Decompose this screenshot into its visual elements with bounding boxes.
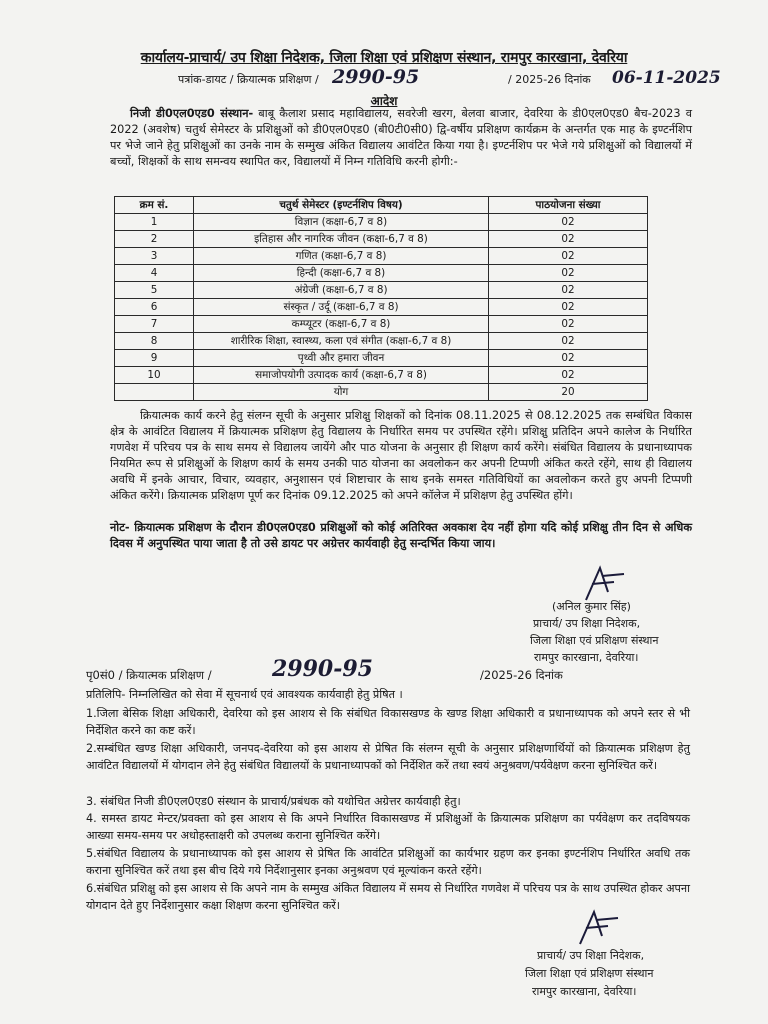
- signatory-institute: जिला शिक्षा एवं प्रशिक्षण संस्थान: [525, 967, 654, 980]
- table-row: [115, 316, 648, 333]
- signatory-designation: प्राचार्य/ उप शिक्षा निदेशक,: [537, 949, 645, 962]
- col-header-sno: क्रम सं.: [115, 197, 194, 214]
- cell-count: 02: [489, 248, 648, 265]
- table-total-row: [115, 384, 648, 401]
- cell-subject: कम्प्यूटर (कक्षा-6,7 व 8): [194, 316, 489, 333]
- signatory-place: रामपुर कारखाना, देवरिया।: [532, 985, 637, 998]
- intro-lead: निजी डी0एल0एड0 संस्थान-: [130, 107, 254, 120]
- cell-empty: [115, 384, 194, 401]
- cell-sno: 7: [115, 316, 194, 333]
- table-row: [115, 214, 648, 231]
- signature-mark: [572, 906, 622, 948]
- cell-count: 02: [489, 333, 648, 350]
- cell-subject: शारीरिक शिक्षा, स्वास्थ्य, कला एवं संगीत (कक्षा-6,7 व 8): [194, 333, 489, 350]
- cell-subject: विज्ञान (कक्षा-6,7 व 8): [194, 214, 489, 231]
- table-row: [115, 282, 648, 299]
- table-row: [115, 299, 648, 316]
- cell-total-label: योग: [194, 384, 489, 401]
- ref-prefix: पत्रांक-डायट / क्रियात्मक प्रशिक्षण /: [178, 73, 319, 86]
- order-title: आदेश: [370, 94, 398, 108]
- cell-count: 02: [489, 231, 648, 248]
- cell-sno: 6: [115, 299, 194, 316]
- list-item: 6.संबंधित प्रशिक्षु को इस आशय से कि अपने नाम के सम्मुख अंकित विद्यालय में समय से निर्धारित गणवेश में परिचय पत्र के साथ उपस्थित होकर अपना योगदान देते हुए निर्देशानुसार कक्षा शिक्षण करना सुनिश्चित करें।: [86, 882, 690, 912]
- ref-year: / 2025-26 दिनांक: [508, 73, 591, 86]
- copy-ref-prefix: पृ0सं0 / क्रियात्मक प्रशिक्षण /: [86, 668, 212, 682]
- cell-sno: 5: [115, 282, 194, 299]
- signatory-place: रामपुर कारखाना, देवरिया।: [534, 651, 639, 664]
- cell-count: 02: [489, 367, 648, 384]
- copy-intro: प्रतिलिपि- निम्नलिखित को सेवा में सूचनार्थ एवं आवश्यक कार्यवाही हेतु प्रेषित ।: [86, 688, 403, 701]
- list-item: 5.संबंधित विद्यालय के प्रधानाध्यापक को इस आशय से प्रेषित कि आवंटित प्रशिक्षुओं का कार्यभार ग्रहण कर इनका इण्टर्नशिप निर्धारित अवधि तक कराना सुनिश्चित करें तथा इस बीच दिये गये निर्देशानुसार इनका अनुश्रवण एवं मूल्यांकन करते रहेंगे।: [86, 847, 690, 877]
- cell-sno: 9: [115, 350, 194, 367]
- copy-ref-number-handwritten: 2990-95: [272, 656, 373, 682]
- table-row: [115, 350, 648, 367]
- cell-sno: 3: [115, 248, 194, 265]
- cell-sno: 8: [115, 333, 194, 350]
- table-header-row: [115, 197, 648, 214]
- signatory-name: (अनिल कुमार सिंह): [552, 600, 631, 613]
- signatory-institute: जिला शिक्षा एवं प्रशिक्षण संस्थान: [530, 634, 659, 647]
- cell-subject: पृथ्वी और हमारा जीवन: [194, 350, 489, 367]
- cell-sno: 1: [115, 214, 194, 231]
- signatory-designation: प्राचार्य/ उप शिक्षा निदेशक,: [533, 617, 641, 630]
- cell-count: 02: [489, 265, 648, 282]
- main-paragraph: क्रियात्मक कार्य करने हेतु संलग्न सूची के अनुसार प्रशिक्षु शिक्षकों को दिनांक 08.11.2025 से 08.12.2025 तक सम्बंधित विकास क्षेत्र के आवंटित विद्यालय में क्रियात्मक प्रशिक्षण हेतु विद्यालय के निर्धारित समय पर उपस्थित रहेंगे। प्रशिक्षु प्रतिदिन अपने कालेज के निर्धारित गणवेश में परिचय पत्र के साथ समय से विद्यालय जायेंगे और पाठ योजना के अनुसार ही शिक्षण कार्य करेंगे। संबंधित विद्यालय के प्रधानाध्यापक नियमित रूप से प्रशिक्षुओं के शिक्षण कार्य के समय उनकी पाठ योजना का अवलोकन कर अपनी टिप्पणी अंकित करते रहेंगे, साथ ही विद्यालय अवधि में इनके आचार, विचार, व्यवहार, अनुशासन एवं शिष्टाचार के साथ इनके समस्त गतिविधियों का अवलोकन करते हुए अपनी टिप्पणी अंकित करेंगे। क्रियात्मक प्रशिक्षण पूर्ण कर दिनांक 09.12.2025 को अपने कॉलेज में प्रशिक्षण हेतु उपस्थित होंगे।: [110, 409, 692, 502]
- cell-total-value: 20: [489, 384, 648, 401]
- cell-subject: हिन्दी (कक्षा-6,7 व 8): [194, 265, 489, 282]
- cell-subject: संस्कृत / उर्दू (कक्षा-6,7 व 8): [194, 299, 489, 316]
- cell-sno: 4: [115, 265, 194, 282]
- cell-subject: इतिहास और नागरिक जीवन (कक्षा-6,7 व 8): [194, 231, 489, 248]
- copy-ref-year: /2025-26 दिनांक: [480, 668, 563, 682]
- cell-sno: 2: [115, 231, 194, 248]
- list-item: 3. संबंधित निजी डी0एल0एड0 संस्थान के प्राचार्य/प्रबंधक को यथोचित अग्रेत्तर कार्यवाही हेतु।: [86, 795, 461, 808]
- list-item: 2.सम्बंधित खण्ड शिक्षा अधिकारी, जनपद-देवरिया को इस आशय से प्रेषित कि संलग्न सूची के अनुसार प्रशिक्षणार्थियों को क्रियात्मक प्रशिक्षण हेतु आवंटित विद्यालयों में योगदान लेने हेतु संबंधित विद्यालयों के प्रधानाध्यापकों को निर्देशित करें तथा स्वयं अनुश्रवण/पर्यवेक्षण करना सुनिश्चित करें।: [86, 742, 690, 772]
- cell-count: 02: [489, 282, 648, 299]
- col-header-count: पाठयोजना संख्या: [489, 197, 648, 214]
- table-row: [115, 367, 648, 384]
- cell-sno: 10: [115, 367, 194, 384]
- subject-table: [114, 196, 648, 401]
- office-header: कार्यालय-प्राचार्य/ उप शिक्षा निदेशक, जिला शिक्षा एवं प्रशिक्षण संस्थान, रामपुर कारखाना, देवरिया: [140, 50, 628, 66]
- intro-paragraph: [110, 106, 692, 170]
- cell-subject: समाजोपयोगी उत्पादक कार्य (कक्षा-6,7 व 8): [194, 367, 489, 384]
- intro-text: बाबू कैलाश प्रसाद महाविद्यालय, सवरेजी खरग, बेलवा बाजार, देवरिया के डी0एल0एड0 बैच-2023 व 2022 (अवशेष) चतुर्थ सेमेस्टर के प्रशिक्षुओं को डी0एल0एड0 (बी0टी0सी0) द्वि-वर्षीय प्रशिक्षण कार्यक्रम के अन्तर्गत एक माह के इण्टर्नशिप पर भेजे जाने हेतु प्रशिक्षुओं का उनके नाम के सम्मुख अंकित विद्यालय आवंटित किया गया है। इण्टर्नशिप पर भेजे गये प्रशिक्षुओं को विद्यालयों में बच्चों, शिक्षकों के साथ समन्वय स्थापित कर, विद्यालयों में निम्न गतिविधि करनी होगी:-: [110, 107, 692, 168]
- note-paragraph: नोट- क्रियात्मक प्रशिक्षण के दौरान डी0एल0एड0 प्रशिक्षुओं को कोई अतिरिक्त अवकाश देय नहीं होगा यदि कोई प्रशिक्षु तीन दिन से अधिक दिवस में अनुपस्थित पाया जाता है तो उसे डायट पर अग्रेत्तर कार्यवाही हेतु सन्दर्भित किया जाय।: [110, 521, 692, 550]
- list-item: 4. समस्त डायट मेन्टर/प्रवक्ता को इस आशय से कि अपने निर्धारित विकासखण्ड में प्रशिक्षुओं के क्रियात्मक प्रशिक्षण का पर्यवेक्षण कर तदविषयक आख्या समय-समय पर अधोहस्ताक्षरी को उपलब्ध कराना सुनिश्चित करेंगे।: [86, 812, 690, 842]
- cell-subject: गणित (कक्षा-6,7 व 8): [194, 248, 489, 265]
- cell-count: 02: [489, 299, 648, 316]
- ref-date-handwritten: 06-11-2025: [612, 68, 721, 88]
- cell-subject: अंग्रेजी (कक्षा-6,7 व 8): [194, 282, 489, 299]
- ref-number-handwritten: 2990-95: [332, 66, 420, 88]
- table-row: [115, 333, 648, 350]
- list-item: 1.जिला बेसिक शिक्षा अधिकारी, देवरिया को इस आशय से कि संबंधित विकासखण्ड के खण्ड शिक्षा अधिकारी व प्रधानाध्यापक को अपने स्तर से भी निर्देशित करने का कष्ट करें।: [86, 707, 690, 737]
- col-header-subject: चतुर्थ सेमेस्टर (इण्टर्नशिप विषय): [194, 197, 489, 214]
- table-row: [115, 265, 648, 282]
- cell-count: 02: [489, 316, 648, 333]
- table-row: [115, 248, 648, 265]
- cell-count: 02: [489, 350, 648, 367]
- cell-count: 02: [489, 214, 648, 231]
- table-row: [115, 231, 648, 248]
